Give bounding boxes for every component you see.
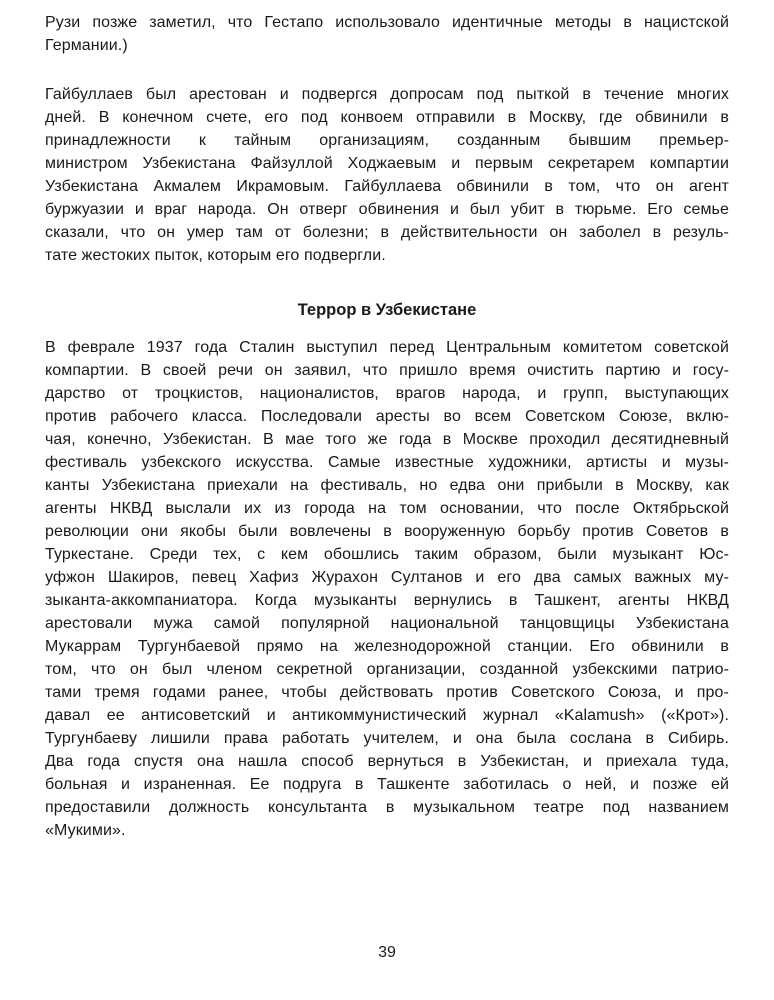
text-line: больная и израненная. Ее подруга в Ташкенте заботилась о ней, и позже ей (45, 776, 729, 793)
text-line: том, что он был членом секретной организации, созданной узбекскими патрио- (45, 661, 729, 678)
text-line: против рабочего класса. Последовали аресты во всем Советском Союзе, вклю- (45, 408, 729, 425)
text-line: Два года спустя она нашла способ вернуться в Узбекистан, и приехала туда, (45, 753, 729, 770)
page-number: 39 (378, 944, 396, 961)
text-line: Рузи позже заметил, что Гестапо использовало идентичные методы в нацистской (45, 14, 729, 31)
text-line: Гайбуллаев был арестован и подвергся допросам под пыткой в течение многих (45, 86, 729, 103)
paragraph-continuation (45, 11, 729, 57)
text-line: дней. В конечном счете, его под конвоем отправили в Москву, где обвинили в (45, 109, 729, 126)
text-line: фестиваль узбекского искусства. Самые известные художники, артисты и музы- (45, 454, 729, 471)
text-line: тами тремя годами ранее, чтобы действовать против Советского Союза, и про- (45, 684, 729, 701)
text-line: уфжон Шакиров, певец Хафиз Журахон Султанов и его два самых важных му- (45, 569, 729, 586)
text-line: министром Узбекистана Файзуллой Ходжаевым и первым секретарем компартии (45, 155, 729, 172)
text-line: принадлежности к тайным организациям, созданным бывшим премьер- (45, 132, 729, 149)
text-line: чая, конечно, Узбекистан. В мае того же года в Москве проходил десятидневный (45, 431, 729, 448)
text-line: сказали, что он умер там от болезни; в действительности он заболел в резуль- (45, 224, 729, 241)
text-line: «Мукими». (45, 822, 126, 839)
paragraph-terror-uzbekistan (45, 336, 729, 842)
text-line: Мукаррам Тургунбаевой прямо на железнодорожной станции. Его обвинили в (45, 638, 729, 655)
text-line: революции они якобы были вовлечены в вооруженную борьбу против Советов в (45, 523, 729, 540)
section-heading: Террор в Узбекистане (297, 301, 477, 319)
text-line: Тургунбаеву лишили права работать учителем, и она была сослана в Сибирь. (45, 730, 729, 747)
text-line: Туркестане. Среди тех, с кем обошлись таким образом, были музыкант Юс- (45, 546, 729, 563)
text-column (45, 11, 729, 868)
text-line: канты Узбекистана приехали на фестиваль, но едва они прибыли в Москву, как (45, 477, 729, 494)
text-line: компартии. В своей речи он заявил, что пришло время очистить партию и госу- (45, 362, 729, 379)
text-line: буржуазии и враг народа. Он отверг обвинения и был убит в тюрьме. Его семье (45, 201, 729, 218)
text-line: Германии.) (45, 37, 128, 54)
text-line: зыканта-аккомпаниатора. Когда музыканты вернулись в Ташкент, агенты НКВД (45, 592, 729, 609)
text-line: Узбекистана Акмалем Икрамовым. Гайбуллаева обвинили в том, что он агент (45, 178, 729, 195)
text-line: В феврале 1937 года Сталин выступил перед Центральным комитетом советской (45, 339, 729, 356)
text-line: тате жестоких пыток, которым его подвергли. (45, 247, 386, 264)
text-line: арестовали мужа самой популярной национальной танцовщицы Узбекистана (45, 615, 729, 632)
text-line: дарство от троцкистов, националистов, врагов народа, и групп, выступающих (45, 385, 729, 402)
paragraph-gaibullaev (45, 83, 729, 267)
text-line: давал ее антисоветский и антикоммунистический журнал «Kalamush» («Крот»). (45, 707, 729, 724)
text-line: предоставили должность консультанта в музыкальном театре под названием (45, 799, 729, 816)
text-line: агенты НКВД выслали их из города на том основании, что после Октябрьской (45, 500, 729, 517)
